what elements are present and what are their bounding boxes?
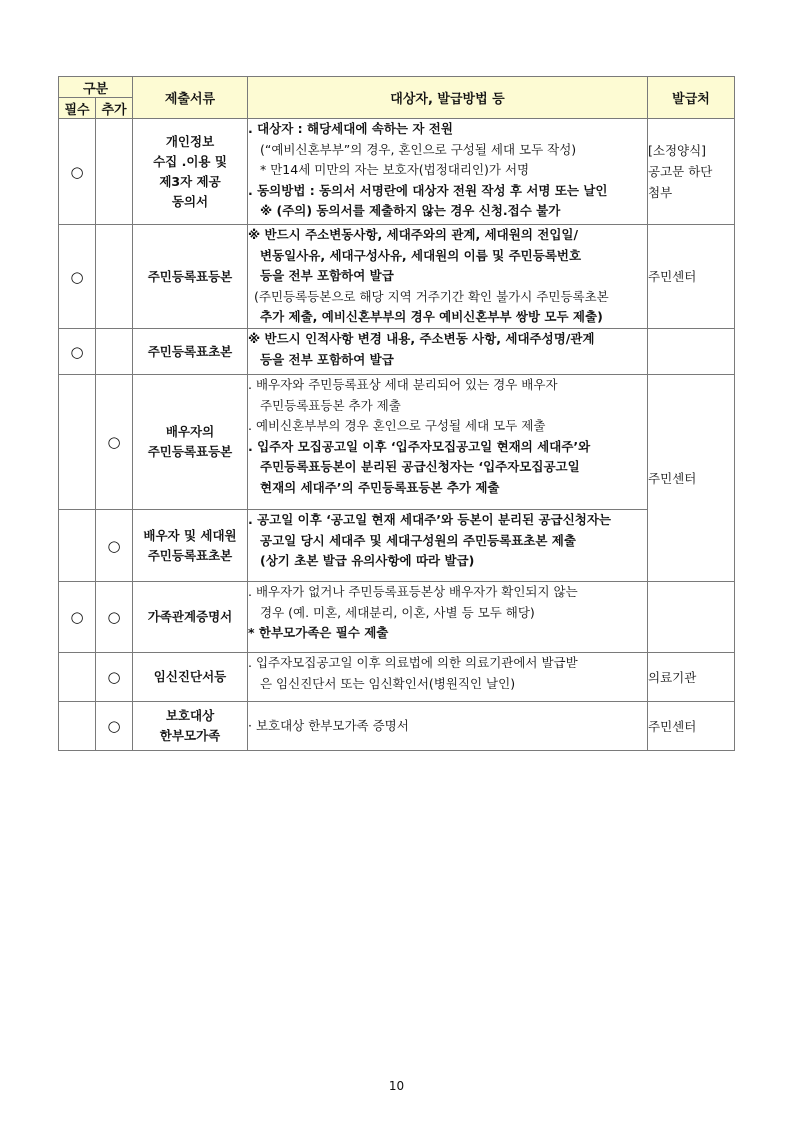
description: . 배우자가 없거나 주민등록표등본상 배우자가 확인되지 않는 경우 (예. 미혼, 세대분리, 이혼, 사별 등 모두 해당) * 한부모가족은 필수 제출 [248, 582, 648, 653]
document-name: 주민등록표등본 [133, 225, 248, 329]
description: . 입주자모집공고일 이후 의료법에 의한 의료기관에서 발급받 은 임신진단서 또는 임신확인서(병원직인 날인) [248, 653, 648, 702]
description: ※ 반드시 인적사항 변경 내용, 주소변동 사항, 세대주성명/관계 등을 전부 포함하여 발급 [248, 329, 648, 375]
description: ※ 반드시 주소변동사항, 세대주와의 관계, 세대원의 전입일/ 변동일사유, 세대구성사유, 세대원의 이름 및 주민등록번호 등을 전부 포함하여 발급 (주민등록등본으로 해당 지역 거주기간 확인 불가시 주민등록초본 추가 제출, 예비신혼부부의 경우 예비신혼부부 쌍방 모두 제출) [248, 225, 648, 329]
issuer-empty [648, 582, 735, 653]
header-additional: 추가 [96, 98, 133, 119]
required-mark: ○ [59, 582, 96, 653]
table-row [59, 582, 735, 653]
required-mark-empty [59, 510, 96, 582]
document-name: 배우자 및 세대원 주민등록표초본 [133, 510, 248, 582]
additional-mark: ○ [96, 582, 133, 653]
additional-mark-empty [96, 329, 133, 375]
issuer-empty [648, 329, 735, 375]
table-row [59, 119, 735, 225]
table-row [59, 510, 735, 582]
document-name: 배우자의 주민등록표등본 [133, 375, 248, 510]
document-name: 개인정보 수집 .이용 및 제3자 제공 동의서 [133, 119, 248, 225]
required-mark-empty [59, 653, 96, 702]
description: . 대상자 : 해당세대에 속하는 자 전원 (“예비신혼부부”의 경우, 혼인으로 구성될 세대 모두 작성) * 만14세 미만의 자는 보호자(법정대리인)가 서명 . 동의방법 : 동의서 서명란에 대상자 전원 작성 후 서명 또는 날인 ※ (주의) 동의서를 제출하지 않는 경우 신청.접수 불가 [248, 119, 648, 225]
additional-mark: ○ [96, 702, 133, 751]
description: . 배우자와 주민등록표상 세대 분리되어 있는 경우 배우자 주민등록표등본 추가 제출 . 예비신혼부부의 경우 혼인으로 구성될 세대 모두 제출 . 입주자 모집공고일 이후 ‘입주자모집공고일 현재의 세대주’와 주민등록표등본이 분리된 공급신청자는 ‘입주자모집공고일 현재의 세대주’의 주민등록표등본 추가 제출 [248, 375, 648, 510]
document-name: 임신진단서등 [133, 653, 248, 702]
table-row [59, 653, 735, 702]
additional-mark: ○ [96, 510, 133, 582]
required-mark-empty [59, 375, 96, 510]
additional-mark-empty [96, 119, 133, 225]
document-name: 가족관계증명서 [133, 582, 248, 653]
issuer: 주민센터 [648, 375, 735, 582]
submission-documents-table [58, 76, 735, 751]
header-target-method: 대상자, 발급방법 등 [248, 77, 648, 119]
required-mark-empty [59, 702, 96, 751]
issuer: 의료기관 [648, 653, 735, 702]
issuer: [소정양식] 공고문 하단 첨부 [648, 119, 735, 225]
issuer: 주민센터 [648, 225, 735, 329]
table-row [59, 702, 735, 751]
header-documents: 제출서류 [133, 77, 248, 119]
additional-mark: ○ [96, 375, 133, 510]
table-row [59, 225, 735, 329]
header-required: 필수 [59, 98, 96, 119]
issuer: 주민센터 [648, 702, 735, 751]
required-mark: ○ [59, 329, 96, 375]
description: . 공고일 이후 ‘공고일 현재 세대주’와 등본이 분리된 공급신청자는 공고일 당시 세대주 및 세대구성원의 주민등록표초본 제출 (상기 초본 발급 유의사항에 따라 발급) [248, 510, 648, 582]
required-mark: ○ [59, 119, 96, 225]
header-issuer: 발급처 [648, 77, 735, 119]
table-row [59, 375, 735, 510]
required-mark: ○ [59, 225, 96, 329]
page-number: 10 [388, 1079, 405, 1093]
additional-mark: ○ [96, 653, 133, 702]
additional-mark-empty [96, 225, 133, 329]
document-name: 주민등록표초본 [133, 329, 248, 375]
header-group: 구분 [59, 77, 133, 98]
table-row [59, 329, 735, 375]
description: · 보호대상 한부모가족 증명서 [248, 702, 648, 751]
document-name: 보호대상 한부모가족 [133, 702, 248, 751]
